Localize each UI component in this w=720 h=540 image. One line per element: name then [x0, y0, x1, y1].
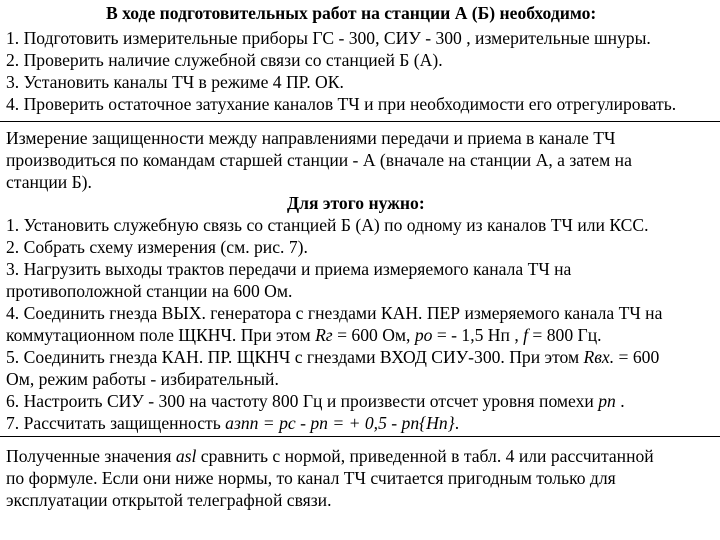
step-line-7	[6, 346, 659, 368]
po-value: = - 1,5 Нп ,	[432, 325, 524, 345]
step-line-9-end: .	[615, 391, 625, 411]
step-line-9-text: 6. Настроить СИУ - 300 на частоту 800 Гц и произвести отсчет уровня помехи	[6, 391, 599, 411]
step-line-7-text: 5. Соединить гнезда КАН. ПР. ЩКНЧ с гнездами ВХОД СИУ-300. При этом	[6, 347, 584, 367]
prep-item-4: 4. Проверить остаточное затухание каналов ТЧ и при необходимости его отрегулировать.	[6, 94, 677, 114]
f-symbol: f	[523, 325, 529, 345]
step-line-10-text: 7. Рассчитать защищенность	[6, 413, 226, 433]
rp-symbol: рп	[598, 391, 616, 411]
step-line-1: 1. Установить служебную связь со станцией Б (А) по одному из каналов ТЧ или КСС.	[6, 215, 649, 235]
intro-line-2: производиться по командам старшей станции - А (вначале на станции А, а затем на	[6, 150, 632, 170]
section2-subtitle: Для этого нужно:	[287, 193, 425, 213]
conclusion-line-2: по формуле. Если они ниже нормы, то канал ТЧ считается пригодным только для	[6, 468, 616, 488]
step-line-4: противоположной станции на 600 Ом.	[6, 281, 293, 301]
protection-formula: азпп = рс - рп = + 0,5 - рп{Нп}	[225, 413, 455, 433]
po-symbol: ро	[414, 325, 433, 345]
conclusion-line-1-text: Полученные значения	[6, 446, 176, 466]
step-line-5: 4. Соединить гнезда ВЫХ. генератора с гнездами КАН. ПЕР измеряемого канала ТЧ на	[6, 303, 663, 323]
conclusion-line-3: эксплуатации открытой телеграфной связи.	[6, 490, 332, 510]
step-line-8: Ом, режим работы - избирательный.	[6, 369, 279, 389]
prep-item-1: 1. Подготовить измерительные приборы ГС - 300, СИУ - 300 , измерительные шнуры.	[6, 28, 651, 48]
rvx-value: = 600	[614, 347, 660, 367]
conclusion-line-1-rest: сравнить с нормой, приведенной в табл. 4 или рассчитанной	[196, 446, 654, 466]
step-line-10-end: .	[454, 413, 460, 433]
conclusion-line-1	[6, 445, 654, 467]
section1-title: В ходе подготовительных работ на станции А (Б) необходимо:	[106, 3, 597, 23]
step-line-6	[6, 324, 602, 346]
prep-item-2: 2. Проверить наличие служебной связи со станцией Б (А).	[6, 50, 443, 70]
step-line-2: 2. Собрать схему измерения (см. рис. 7).	[6, 237, 308, 257]
step-line-3: 3. Нагрузить выходы трактов передачи и приема измеряемого канала ТЧ на	[6, 259, 572, 279]
section-divider-2	[0, 436, 720, 437]
section-divider-1	[0, 121, 720, 122]
step-line-10	[6, 412, 459, 434]
asl-symbol: asl	[175, 446, 197, 466]
rg-value: = 600 Ом,	[332, 325, 415, 345]
rg-symbol: Rг	[315, 325, 333, 345]
intro-line-1: Измерение защищенности между направлениями передачи и приема в канале ТЧ	[6, 128, 616, 148]
f-value: = 800 Гц.	[528, 325, 602, 345]
intro-line-3: станции Б).	[6, 172, 92, 192]
step-line-6-text: коммутационном поле ЩКНЧ. При этом	[6, 325, 316, 345]
prep-item-3: 3. Установить каналы ТЧ в режиме 4 ПР. ОК.	[6, 72, 344, 92]
rvx-symbol: Rвх.	[583, 347, 615, 367]
step-line-9	[6, 390, 625, 412]
